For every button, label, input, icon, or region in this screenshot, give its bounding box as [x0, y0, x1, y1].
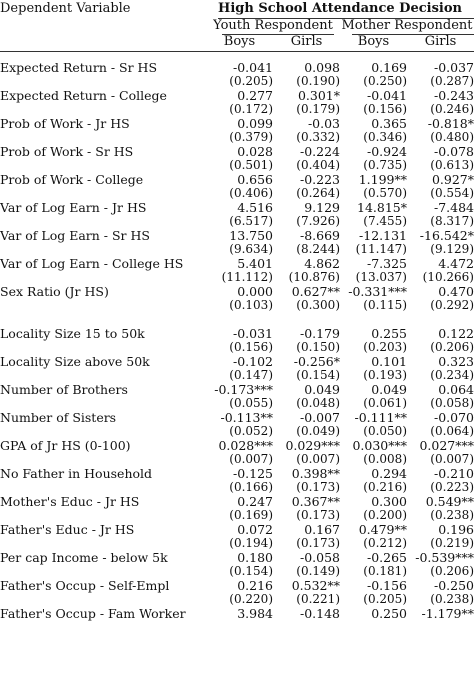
coefficient-cell: -0.173*** — [214, 382, 273, 397]
standard-error-cell: (0.172) — [229, 102, 273, 116]
coefficient-row — [0, 410, 474, 425]
coefficient-cell: 0.180 — [237, 550, 273, 565]
coefficient-cell: -0.250 — [433, 578, 474, 593]
coefficient-cell: 0.470 — [438, 284, 474, 299]
standard-error-cell: (0.169) — [229, 508, 273, 522]
regression-table — [0, 60, 474, 621]
standard-error-row — [0, 537, 474, 550]
standard-error-cell: (0.008) — [363, 452, 407, 466]
coefficient-cell: 0.216 — [237, 578, 273, 593]
coefficient-cell: 0.367** — [291, 494, 340, 509]
standard-error-cell: (9.634) — [229, 242, 273, 256]
standard-error-cell: (0.103) — [229, 298, 273, 312]
coefficient-cell: 0.169 — [371, 60, 407, 75]
coefficient-cell: 0.028*** — [218, 438, 273, 453]
empty-label-cell — [0, 271, 206, 284]
variable-label: Father's Occup - Self-Empl — [0, 578, 170, 593]
empty-label-cell — [0, 537, 206, 550]
standard-error-cell: (0.150) — [296, 340, 340, 354]
coefficient-cell: -0.331*** — [348, 284, 407, 299]
coefficient-cell: 0.098 — [304, 60, 340, 75]
header-rule — [0, 51, 474, 52]
standard-error-cell: (0.205) — [363, 592, 407, 606]
variable-label: Var of Log Earn - Sr HS — [0, 228, 150, 243]
standard-error-cell: (0.219) — [430, 536, 474, 550]
coefficient-cell: 0.049 — [371, 382, 407, 397]
coefficient-cell: 0.549** — [425, 494, 474, 509]
coefficient-cell: 14.815* — [357, 200, 407, 215]
coefficient-row — [0, 172, 474, 187]
standard-error-cell: (0.147) — [229, 368, 273, 382]
coefficient-cell: -0.102 — [232, 354, 273, 369]
coefficient-row — [0, 466, 474, 481]
variable-label: Number of Brothers — [0, 382, 128, 397]
coefficient-row — [0, 382, 474, 397]
col-header: Boys — [223, 34, 256, 49]
standard-error-cell: (11.147) — [355, 242, 407, 256]
variable-label: Number of Sisters — [0, 410, 117, 425]
coefficient-cell: -0.223 — [299, 172, 340, 187]
spacer-row — [0, 312, 474, 326]
coefficient-cell: -0.256* — [293, 354, 340, 369]
standard-error-row — [0, 453, 474, 466]
standard-error-cell: (0.050) — [363, 424, 407, 438]
standard-error-cell: (0.205) — [229, 74, 273, 88]
coefficient-cell: 4.472 — [438, 256, 474, 271]
empty-label-cell — [0, 187, 206, 200]
coefficient-cell: 0.027*** — [419, 438, 474, 453]
standard-error-cell: (0.190) — [296, 74, 340, 88]
coefficient-row — [0, 116, 474, 131]
standard-error-row — [0, 565, 474, 578]
standard-error-cell: (0.238) — [430, 508, 474, 522]
table-title: High School Attendance Decision — [218, 1, 462, 16]
coefficient-row — [0, 200, 474, 215]
standard-error-cell: (0.064) — [430, 424, 474, 438]
dependent-variable-label: Dependent Variable — [0, 1, 131, 16]
coefficient-cell: 3.984 — [237, 606, 273, 621]
coefficient-cell: 0.167 — [304, 522, 340, 537]
standard-error-row — [0, 481, 474, 494]
col-header: Boys — [357, 34, 390, 49]
coefficient-cell: 0.099 — [237, 116, 273, 131]
standard-error-row — [0, 397, 474, 410]
coefficient-cell: -0.058 — [299, 550, 340, 565]
standard-error-cell: (8.244) — [296, 242, 340, 256]
coefficient-cell: -0.818* — [427, 116, 474, 131]
coefficient-cell: -0.007 — [299, 410, 340, 425]
standard-error-cell: (0.181) — [363, 564, 407, 578]
variable-label: Sex Ratio (Jr HS) — [0, 284, 109, 299]
standard-error-cell: (0.052) — [229, 424, 273, 438]
empty-label-cell — [0, 103, 206, 116]
coefficient-cell: 0.294 — [371, 466, 407, 481]
standard-error-cell: (0.221) — [296, 592, 340, 606]
standard-error-cell: (0.220) — [229, 592, 273, 606]
coefficient-cell: -0.070 — [433, 410, 474, 425]
standard-error-cell: (0.058) — [430, 396, 474, 410]
standard-error-cell: (0.613) — [430, 158, 474, 172]
variable-label: No Father in Household — [0, 466, 153, 481]
standard-error-cell: (7.455) — [363, 214, 407, 228]
standard-error-row — [0, 159, 474, 172]
empty-label-cell — [0, 159, 206, 172]
standard-error-cell: (0.735) — [363, 158, 407, 172]
standard-error-cell: (0.149) — [296, 564, 340, 578]
coefficient-cell: 0.029*** — [285, 438, 340, 453]
coefficient-cell: -8.669 — [299, 228, 340, 243]
coefficient-cell: -0.037 — [433, 60, 474, 75]
col-header: Girls — [424, 34, 457, 49]
coefficient-cell: -0.243 — [433, 88, 474, 103]
standard-error-cell: (0.154) — [296, 368, 340, 382]
empty-label-cell — [0, 565, 206, 578]
empty-label-cell — [0, 453, 206, 466]
standard-error-cell: (0.300) — [296, 298, 340, 312]
coefficient-row — [0, 494, 474, 509]
standard-error-row — [0, 509, 474, 522]
variable-label: Var of Log Earn - College HS — [0, 256, 184, 271]
coefficient-cell: 4.862 — [304, 256, 340, 271]
coefficient-cell: 0.064 — [438, 382, 474, 397]
coefficient-cell: -0.078 — [433, 144, 474, 159]
variable-label: Father's Educ - Jr HS — [0, 522, 135, 537]
coefficient-cell: 0.030*** — [352, 438, 407, 453]
coefficient-cell: 0.627** — [291, 284, 340, 299]
standard-error-cell: (0.048) — [296, 396, 340, 410]
empty-label-cell — [0, 397, 206, 410]
coefficient-cell: -0.125 — [232, 466, 273, 481]
standard-error-row — [0, 271, 474, 284]
empty-label-cell — [0, 369, 206, 382]
coefficient-cell: 4.516 — [237, 200, 273, 215]
standard-error-cell: (0.246) — [430, 102, 474, 116]
coefficient-cell: 0.277 — [237, 88, 273, 103]
coefficient-row — [0, 354, 474, 369]
standard-error-cell: (0.179) — [296, 102, 340, 116]
coefficient-row — [0, 606, 474, 621]
standard-error-cell: (11.112) — [221, 270, 273, 284]
standard-error-row — [0, 103, 474, 116]
coefficient-cell: 0.072 — [237, 522, 273, 537]
standard-error-row — [0, 187, 474, 200]
standard-error-cell: (0.480) — [430, 130, 474, 144]
coefficient-cell: 0.323 — [438, 354, 474, 369]
coefficient-cell: -0.265 — [366, 550, 407, 565]
standard-error-cell: (0.194) — [229, 536, 273, 550]
standard-error-cell: (0.250) — [363, 74, 407, 88]
standard-error-row — [0, 131, 474, 144]
coefficient-cell: -0.113** — [220, 410, 273, 425]
variable-label: Var of Log Earn - Jr HS — [0, 200, 147, 215]
coefficient-cell: -0.224 — [299, 144, 340, 159]
empty-label-cell — [0, 75, 206, 88]
coefficient-row — [0, 144, 474, 159]
coefficient-cell: -16.542* — [419, 228, 474, 243]
standard-error-cell: (0.173) — [296, 536, 340, 550]
empty-label-cell — [0, 131, 206, 144]
group-youth-label: Youth Respondent — [213, 18, 333, 33]
coefficient-cell: 0.532** — [291, 578, 340, 593]
variable-label: GPA of Jr HS (0-100) — [0, 438, 131, 453]
coefficient-cell: 0.122 — [438, 326, 474, 341]
standard-error-cell: (0.223) — [430, 480, 474, 494]
variable-label: Locality Size above 50k — [0, 354, 150, 369]
coefficient-cell: 0.365 — [371, 116, 407, 131]
coefficient-cell: 0.398** — [291, 466, 340, 481]
variable-label: Prob of Work - Sr HS — [0, 144, 134, 159]
standard-error-cell: (0.156) — [229, 340, 273, 354]
standard-error-cell: (0.206) — [430, 564, 474, 578]
coefficient-cell: -0.924 — [366, 144, 407, 159]
standard-error-cell: (0.287) — [430, 74, 474, 88]
empty-label-cell — [0, 593, 206, 606]
coefficient-row — [0, 228, 474, 243]
coefficient-row — [0, 60, 474, 75]
coefficient-cell: 9.129 — [304, 200, 340, 215]
coefficient-cell: -1.179** — [421, 606, 474, 621]
standard-error-row — [0, 369, 474, 382]
variable-label: Prob of Work - College — [0, 172, 144, 187]
empty-label-cell — [0, 341, 206, 354]
standard-error-row — [0, 75, 474, 88]
coefficient-cell: 0.255 — [371, 326, 407, 341]
standard-error-cell: (0.404) — [296, 158, 340, 172]
standard-error-cell: (0.200) — [363, 508, 407, 522]
standard-error-cell: (0.203) — [363, 340, 407, 354]
standard-error-cell: (0.206) — [430, 340, 474, 354]
standard-error-cell: (0.061) — [363, 396, 407, 410]
coefficient-cell: 0.196 — [438, 522, 474, 537]
standard-error-cell: (0.292) — [430, 298, 474, 312]
empty-label-cell — [0, 215, 206, 228]
coefficient-row — [0, 326, 474, 341]
standard-error-cell: (0.166) — [229, 480, 273, 494]
standard-error-cell: (0.154) — [229, 564, 273, 578]
empty-label-cell — [0, 243, 206, 256]
variable-label: Locality Size 15 to 50k — [0, 326, 145, 341]
variable-label: Prob of Work - Jr HS — [0, 116, 130, 131]
coefficient-cell: -7.325 — [366, 256, 407, 271]
standard-error-cell: (0.379) — [229, 130, 273, 144]
standard-error-cell: (0.212) — [363, 536, 407, 550]
standard-error-cell: (0.234) — [430, 368, 474, 382]
coefficient-cell: -0.539*** — [415, 550, 474, 565]
col-header: Girls — [290, 34, 323, 49]
coefficient-row — [0, 438, 474, 453]
coefficient-row — [0, 522, 474, 537]
standard-error-cell: (0.007) — [296, 452, 340, 466]
standard-error-row — [0, 425, 474, 438]
coefficient-row — [0, 550, 474, 565]
coefficient-cell: -0.03 — [307, 116, 340, 131]
coefficient-cell: 0.247 — [237, 494, 273, 509]
coefficient-cell: -0.156 — [366, 578, 407, 593]
coefficient-cell: 0.927* — [431, 172, 474, 187]
standard-error-cell: (0.173) — [296, 480, 340, 494]
standard-error-cell: (0.115) — [363, 298, 407, 312]
standard-error-cell: (9.129) — [430, 242, 474, 256]
standard-error-row — [0, 341, 474, 354]
coefficient-cell: -0.179 — [299, 326, 340, 341]
standard-error-cell: (13.037) — [355, 270, 407, 284]
empty-label-cell — [0, 299, 206, 312]
standard-error-cell: (8.317) — [430, 214, 474, 228]
coefficient-row — [0, 578, 474, 593]
coefficient-cell: 0.049 — [304, 382, 340, 397]
group-mother-label: Mother Respondent — [341, 18, 473, 33]
coefficient-cell: -0.031 — [232, 326, 273, 341]
standard-error-row — [0, 593, 474, 606]
standard-error-cell: (0.173) — [296, 508, 340, 522]
spacer-cell — [0, 312, 474, 326]
variable-label: Expected Return - College — [0, 88, 167, 103]
standard-error-cell: (0.007) — [430, 452, 474, 466]
coefficient-cell: 0.656 — [237, 172, 273, 187]
standard-error-row — [0, 299, 474, 312]
variable-label: Per cap Income - below 5k — [0, 550, 168, 565]
variable-label: Expected Return - Sr HS — [0, 60, 158, 75]
standard-error-cell: (0.238) — [430, 592, 474, 606]
empty-label-cell — [0, 509, 206, 522]
standard-error-cell: (10.876) — [288, 270, 340, 284]
coefficient-cell: 0.101 — [371, 354, 407, 369]
empty-label-cell — [0, 425, 206, 438]
coefficient-cell: 13.750 — [229, 228, 273, 243]
coefficient-cell: -0.041 — [232, 60, 273, 75]
standard-error-cell: (7.926) — [296, 214, 340, 228]
standard-error-cell: (0.501) — [229, 158, 273, 172]
coefficient-cell: 0.250 — [371, 606, 407, 621]
standard-error-cell: (10.266) — [422, 270, 474, 284]
standard-error-cell: (6.517) — [229, 214, 273, 228]
coefficient-cell: -0.210 — [433, 466, 474, 481]
variable-label: Mother's Educ - Jr HS — [0, 494, 140, 509]
coefficient-cell: 1.199** — [358, 172, 407, 187]
standard-error-cell: (0.332) — [296, 130, 340, 144]
standard-error-cell: (0.346) — [363, 130, 407, 144]
standard-error-cell: (0.570) — [363, 186, 407, 200]
standard-error-cell: (0.007) — [229, 452, 273, 466]
coefficient-cell: -7.484 — [433, 200, 474, 215]
coefficient-cell: 0.300 — [371, 494, 407, 509]
coefficient-cell: -12.131 — [359, 228, 407, 243]
coefficient-row — [0, 88, 474, 103]
coefficient-cell: 0.301* — [297, 88, 340, 103]
coefficient-cell: 0.028 — [237, 144, 273, 159]
coefficient-cell: 0.000 — [237, 284, 273, 299]
empty-label-cell — [0, 481, 206, 494]
coefficient-cell: -0.148 — [299, 606, 340, 621]
standard-error-row — [0, 243, 474, 256]
coefficient-row — [0, 256, 474, 271]
standard-error-cell: (0.216) — [363, 480, 407, 494]
standard-error-cell: (0.554) — [430, 186, 474, 200]
coefficient-row — [0, 284, 474, 299]
coefficient-cell: -0.111** — [354, 410, 407, 425]
standard-error-cell: (0.049) — [296, 424, 340, 438]
standard-error-cell: (0.264) — [296, 186, 340, 200]
standard-error-row — [0, 215, 474, 228]
standard-error-cell: (0.156) — [363, 102, 407, 116]
standard-error-cell: (0.055) — [229, 396, 273, 410]
standard-error-cell: (0.193) — [363, 368, 407, 382]
standard-error-cell: (0.406) — [229, 186, 273, 200]
coefficient-cell: -0.041 — [366, 88, 407, 103]
coefficient-cell: 0.479** — [358, 522, 407, 537]
variable-label: Father's Occup - Fam Worker — [0, 606, 186, 621]
coefficient-cell: 5.401 — [237, 256, 273, 271]
